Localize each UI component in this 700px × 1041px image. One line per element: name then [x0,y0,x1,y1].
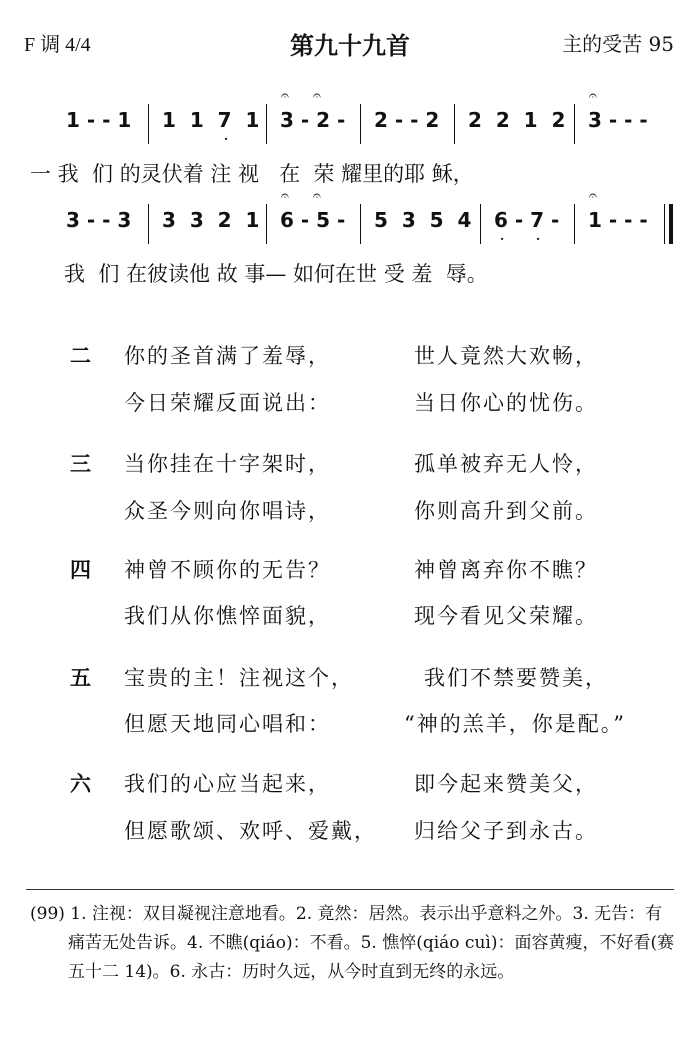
verse-number: 六 [70,772,91,796]
score-row-1 [60,88,672,146]
footnote [30,900,675,987]
measure: 2 - - 2 [374,108,440,132]
verse-number: 五 [70,666,91,690]
barline [574,204,575,244]
verse-number: 二 [70,344,91,368]
fermata-icon: 𝄐 [313,188,321,204]
barline [454,104,455,144]
footnote-divider [26,889,674,890]
verse-line: 神曾离弃你不瞧？ [414,558,598,582]
key-signature: F 调 4/4 [24,34,91,56]
barline [266,104,267,144]
barline [148,204,149,244]
measure: 3 - - - [588,108,648,132]
octave-dot-icon: · [536,232,541,246]
verse-number: 三 [70,452,91,476]
octave-dot-icon: · [500,232,505,246]
barline [266,204,267,244]
final-barline [664,204,665,244]
verse-line: 你的圣首满了羞辱， [124,344,331,368]
measure: 3 - 2 - [280,108,346,132]
final-barline-thick [669,204,673,244]
barline [574,104,575,144]
verse-line: 我们从你憔悴面貌， [124,604,331,628]
measure: 1 - - 1 [66,108,132,132]
fermata-icon: 𝄐 [589,88,597,104]
verse-line: 今日荣耀反面说出： [124,391,331,415]
verse-line: 当日你心的忧伤。 [414,391,598,415]
fermata-icon: 𝄐 [313,88,321,104]
octave-dot-icon: · [224,132,229,146]
verse-line: “神的羔羊，你是配。” [404,712,626,736]
lyric-line-2: 我 们 在彼读他 故 事— 如何在世 受 羞 辱。 [64,262,488,286]
verse-line: 众圣今则向你唱诗， [124,499,331,523]
verse-line: 但愿歌颂、欢呼、爱戴， [124,819,377,843]
verse-line: 我们的心应当起来， [124,772,331,796]
measure: 3 3 2 1 [162,208,260,232]
verse-line: 即今起来赞美父， [414,772,598,796]
measure: 3 - - 3 [66,208,132,232]
barline [360,204,361,244]
verse-line: 当你挂在十字架时， [124,452,331,476]
hymn-title: 第九十九首 [290,32,410,60]
verse-line: 但愿天地同心唱和： [124,712,331,736]
verse-line: 世人竟然大欢畅， [414,344,598,368]
fermata-icon: 𝄐 [281,88,289,104]
verse-line: 孤单被弃无人怜， [414,452,598,476]
fermata-icon: 𝄐 [281,188,289,204]
measure: 1 1 7 1 [162,108,260,132]
score-row-2 [60,188,672,246]
verse-line: 你则高升到父前。 [414,499,598,523]
verse-line: 宝贵的主！注视这个， [124,666,354,690]
barline [148,104,149,144]
verse-line: 我们不禁要赞美， [424,666,608,690]
measure: 6 - 7 - [494,208,560,232]
lyric-line-1: 一 我 们 的灵伏着 注 视 在 荣 耀里的耶 稣， [30,162,474,186]
barline [480,204,481,244]
barline [360,104,361,144]
measure: 5 3 5 4 [374,208,472,232]
fermata-icon: 𝄐 [589,188,597,204]
verse-line: 现今看见父荣耀。 [414,604,598,628]
measure: 2 2 1 2 [468,108,566,132]
hymn-category: 主的受苦 95 [562,32,674,56]
measure: 6 - 5 - [280,208,346,232]
verse-number: 四 [70,558,91,582]
measure: 1 - - - [588,208,648,232]
footnote-text: (99) 1. 注视：双目凝视注意地看。2. 竟然：居然。表示出乎意料之外。3. 无告：有痛苦无处告诉。4. 不瞧(qiáo)：不看。5. 憔悴(qiáo cuì)：面容黄瘦，不好看(赛五十二 14)。6. 永古：历时久远，从今时直到无终的永远。 [30,904,675,982]
verse-line: 归给父子到永古。 [414,819,598,843]
verse-line: 神曾不顾你的无告？ [124,558,331,582]
